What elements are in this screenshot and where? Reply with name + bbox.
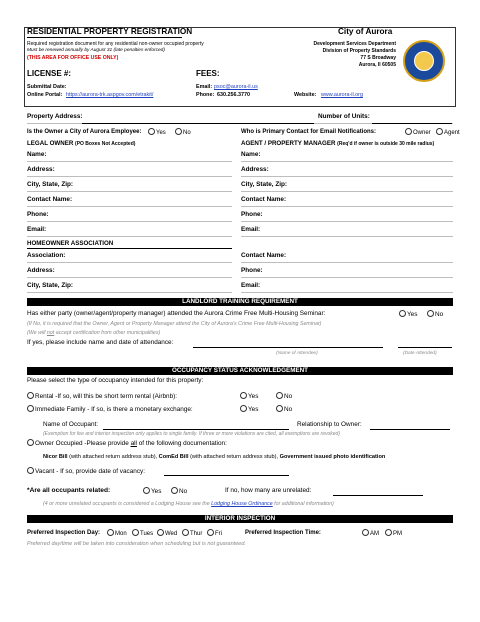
attendee-name-field[interactable] — [193, 347, 383, 348]
title-underline — [27, 37, 182, 38]
day-radio-mon[interactable] — [107, 529, 114, 536]
day-radio-fri[interactable] — [207, 529, 214, 536]
family-option[interactable]: Immediate Family - If so, is there a monetary exchange: — [27, 405, 193, 414]
legal-owner-field-row[interactable] — [27, 178, 232, 192]
employee-no-option[interactable]: No — [175, 128, 191, 137]
seminar-no-radio[interactable] — [427, 310, 434, 317]
legal-owner-field-row[interactable] — [27, 148, 232, 162]
day-radio-wed[interactable] — [157, 529, 164, 536]
units-label: Number of Units: — [318, 113, 370, 120]
agent-manager-field-row[interactable] — [241, 178, 453, 192]
occupant-label: Name of Occupant: — [43, 421, 99, 428]
time-option-am[interactable]: AM — [362, 529, 379, 538]
day-option-fri[interactable]: Fri — [207, 529, 222, 538]
hoa-right-field-row[interactable] — [241, 264, 453, 278]
family-yes-option[interactable]: Yes — [240, 405, 258, 414]
rental-yes-radio[interactable] — [240, 392, 247, 399]
landlord-training-bar: LANDLORD TRAINING REQUIREMENT — [27, 298, 453, 306]
day-option-mon[interactable]: Mon — [107, 529, 127, 538]
exemption-note: (Exemption for fee and interior inspection only applies to single family. If three or more violations are cited, all exemptions are revoked) — [43, 431, 340, 437]
day-option-tues[interactable]: Tues — [132, 529, 153, 538]
vacant-radio[interactable] — [27, 467, 34, 474]
agent-manager-field-row[interactable] — [241, 148, 453, 162]
legal-owner-field-label: Phone: — [27, 211, 49, 218]
owner-occupied-option[interactable]: Owner Occupied -Please provide all of the following documentation: — [27, 439, 227, 448]
agent-manager-field-label: Contact Name: — [241, 196, 287, 203]
seminar-yes-radio[interactable] — [399, 310, 406, 317]
unrelated-count-field[interactable] — [333, 495, 423, 496]
division-name: Division of Property Standards — [322, 48, 396, 54]
vacancy-date-field[interactable] — [164, 475, 289, 476]
occupancy-intro: Please select the type of occupancy intended for this property: — [27, 377, 204, 384]
city-seal-logo — [403, 40, 445, 82]
seminar-yes-option[interactable]: Yes — [399, 310, 417, 319]
inspection-time-label: Preferred Inspection Time: — [245, 530, 321, 536]
hoa-left-field-row[interactable] — [27, 264, 232, 278]
agent-manager-field-row[interactable] — [241, 193, 453, 207]
legal-owner-field-label: Contact Name: — [27, 196, 73, 203]
related-yes-option[interactable]: Yes — [143, 487, 161, 496]
address-line-1: 77 S Broadway — [360, 55, 396, 61]
occupancy-bar: OCCUPANCY STATUS ACKNOWLEDGEMENT — [27, 367, 453, 375]
hoa-left-field-label: Address: — [27, 267, 55, 274]
primary-contact-question: Who is Primary Contact for Email Notifications: — [241, 129, 377, 135]
hoa-right-field-label: Email: — [241, 282, 261, 289]
office-use-note: (THIS AREA FOR OFFICE USE ONLY) — [27, 55, 119, 61]
legal-owner-field-label: City, State, Zip: — [27, 181, 74, 188]
renew-note: Must be renewed annually by August 31 (late penalties enforced) — [27, 48, 165, 53]
family-yes-radio[interactable] — [240, 405, 247, 412]
email-label: Email: — [196, 84, 213, 90]
time-radio-pm[interactable] — [385, 529, 392, 536]
day-radio-tues[interactable] — [132, 529, 139, 536]
lodging-note: (4 or more unrelated occupants is considered a Lodging House see the Lodging House Ordinance for additional information) — [43, 501, 334, 507]
agent-manager-field-row[interactable] — [241, 223, 453, 237]
hoa-left-field-row[interactable] — [27, 279, 232, 293]
portal-link[interactable]: https://aurora-trk.aspgov.com/etrakit/ — [66, 92, 154, 98]
hoa-right-field-row[interactable] — [241, 249, 453, 263]
legal-owner-field-row[interactable] — [27, 208, 232, 222]
relationship-label: Relationship to Owner: — [297, 421, 362, 428]
form-title: RESIDENTIAL PROPERTY REGISTRATION — [27, 27, 193, 36]
agent-manager-field-label: Email: — [241, 226, 261, 233]
contact-owner-option[interactable]: Owner — [405, 128, 431, 137]
fees-label: FEES: — [196, 69, 220, 78]
submittal-label: Submittal Date: — [27, 84, 67, 90]
form-subtitle: Required registration document for any residential non-owner occupied property — [27, 41, 204, 47]
city-name: City of Aurora — [338, 27, 393, 36]
portal-label: Online Portal: — [27, 92, 63, 98]
lodging-ordinance-link[interactable]: Lodging House Ordinance — [211, 501, 273, 507]
inspection-day-label: Preferred Inspection Day: — [27, 530, 101, 536]
employee-yes-option[interactable]: Yes — [148, 128, 166, 137]
legal-owner-heading: LEGAL OWNER (PO Boxes Not Accepted) — [27, 140, 136, 147]
seal-emblem-icon — [414, 51, 434, 71]
vacant-option[interactable]: Vacant - If so, provide date of vacancy: — [27, 467, 145, 476]
rental-no-radio[interactable] — [276, 392, 283, 399]
hoa-left-field-label: City, State, Zip: — [27, 282, 74, 289]
employee-yes-radio[interactable] — [148, 128, 155, 135]
rental-option[interactable]: Rental -If so, will this be short term rental (Airbnb): — [27, 392, 177, 401]
email-link[interactable]: psoc@aurora-il.us — [214, 84, 258, 90]
dept-name: Development Services Department — [313, 41, 396, 47]
documentation-list: Nicor Bill (with attached return address stub), ComEd Bill (with attached return address stub), Government issued photo identification — [43, 454, 386, 460]
day-option-thur[interactable]: Thur — [182, 529, 202, 538]
legal-owner-field-row[interactable] — [27, 193, 232, 207]
attendance-date-hint: (Date Attended) — [403, 351, 437, 356]
agent-manager-field-row[interactable] — [241, 208, 453, 222]
legal-owner-field-row[interactable] — [27, 163, 232, 177]
property-address-label: Property Address: — [27, 113, 83, 120]
attendance-question: If yes, please include name and date of attendance: — [27, 339, 174, 346]
inspection-note: Preferred day/time will be taken into consideration when scheduling but is not guaranteed. — [27, 541, 246, 547]
units-field[interactable] — [372, 123, 452, 124]
contact-agent-option[interactable]: Agent — [436, 128, 460, 137]
owner-employee-question: Is the Owner a City of Aurora Employee: — [27, 129, 142, 135]
day-radio-thur[interactable] — [182, 529, 189, 536]
seminar-question: Has either party (owner/agent/property manager) attended the Aurora Crime Free Multi-Housing Seminar: — [27, 310, 326, 317]
related-no-option[interactable]: No — [171, 487, 187, 496]
property-address-row — [27, 110, 453, 124]
related-no-radio[interactable] — [171, 487, 178, 494]
related-question: *Are all occupants related: — [27, 487, 111, 494]
license-label: LICENSE #: — [27, 69, 72, 78]
hoa-heading: HOMEOWNER ASSOCIATION — [27, 240, 232, 249]
family-radio[interactable] — [27, 405, 34, 412]
phone-label: Phone: — [196, 92, 215, 98]
hoa-right-field-row[interactable] — [241, 279, 453, 293]
property-address-field[interactable] — [82, 123, 314, 124]
legal-owner-field-label: Address: — [27, 166, 55, 173]
agent-manager-field-label: City, State, Zip: — [241, 181, 288, 188]
agent-manager-field-label: Name: — [241, 151, 261, 158]
legal-owner-field-label: Email: — [27, 226, 47, 233]
rental-yes-option[interactable]: Yes — [240, 392, 258, 401]
owner-occupied-radio[interactable] — [27, 439, 34, 446]
address-line-2: Aurora, Il 60505 — [358, 62, 396, 68]
agent-manager-heading: AGENT / PROPERTY MANAGER (Req'd if owner is outside 30 mile radius) — [241, 140, 435, 147]
time-option-pm[interactable]: PM — [385, 529, 402, 538]
hoa-left-field-row[interactable] — [27, 249, 232, 263]
contact-owner-radio[interactable] — [405, 128, 412, 135]
family-no-option[interactable]: No — [276, 405, 292, 414]
family-no-radio[interactable] — [276, 405, 283, 412]
website-label: Website: — [294, 92, 317, 98]
hoa-left-field-label: Association: — [27, 252, 66, 259]
relationship-field[interactable] — [370, 429, 450, 430]
rental-radio[interactable] — [27, 392, 34, 399]
seminar-note-1: (If No, it is required that the Owner, Agent or Property Manager attend the City of Aurora's Crime Free Multi-Housing Seminar) — [27, 321, 322, 327]
related-yes-radio[interactable] — [143, 487, 150, 494]
rental-no-option[interactable]: No — [276, 392, 292, 401]
phone-value: 630.256.3770 — [217, 92, 250, 98]
employee-no-radio[interactable] — [175, 128, 182, 135]
legal-owner-field-label: Name: — [27, 151, 47, 158]
agent-manager-field-label: Address: — [241, 166, 269, 173]
seminar-note-2: (We will not accept certification from other municipalities) — [27, 330, 161, 336]
inspection-bar: INTERIOR INSPECTION — [27, 515, 453, 523]
attendee-name-hint: (Name of Attendee) — [276, 351, 318, 356]
agent-manager-field-row[interactable] — [241, 163, 453, 177]
legal-owner-field-row[interactable] — [27, 223, 232, 237]
hoa-right-field-label: Contact Name: — [241, 252, 287, 259]
day-option-wed[interactable]: Wed — [157, 529, 177, 538]
contact-agent-radio[interactable] — [436, 128, 443, 135]
seminar-no-option[interactable]: No — [427, 310, 443, 319]
hoa-right-field-label: Phone: — [241, 267, 263, 274]
agent-manager-field-label: Phone: — [241, 211, 263, 218]
attendance-date-field[interactable] — [398, 347, 452, 348]
time-radio-am[interactable] — [362, 529, 369, 536]
website-link[interactable]: www.aurora-il.org — [321, 92, 363, 98]
unrelated-count-label: If no, how many are unrelated: — [225, 487, 312, 494]
